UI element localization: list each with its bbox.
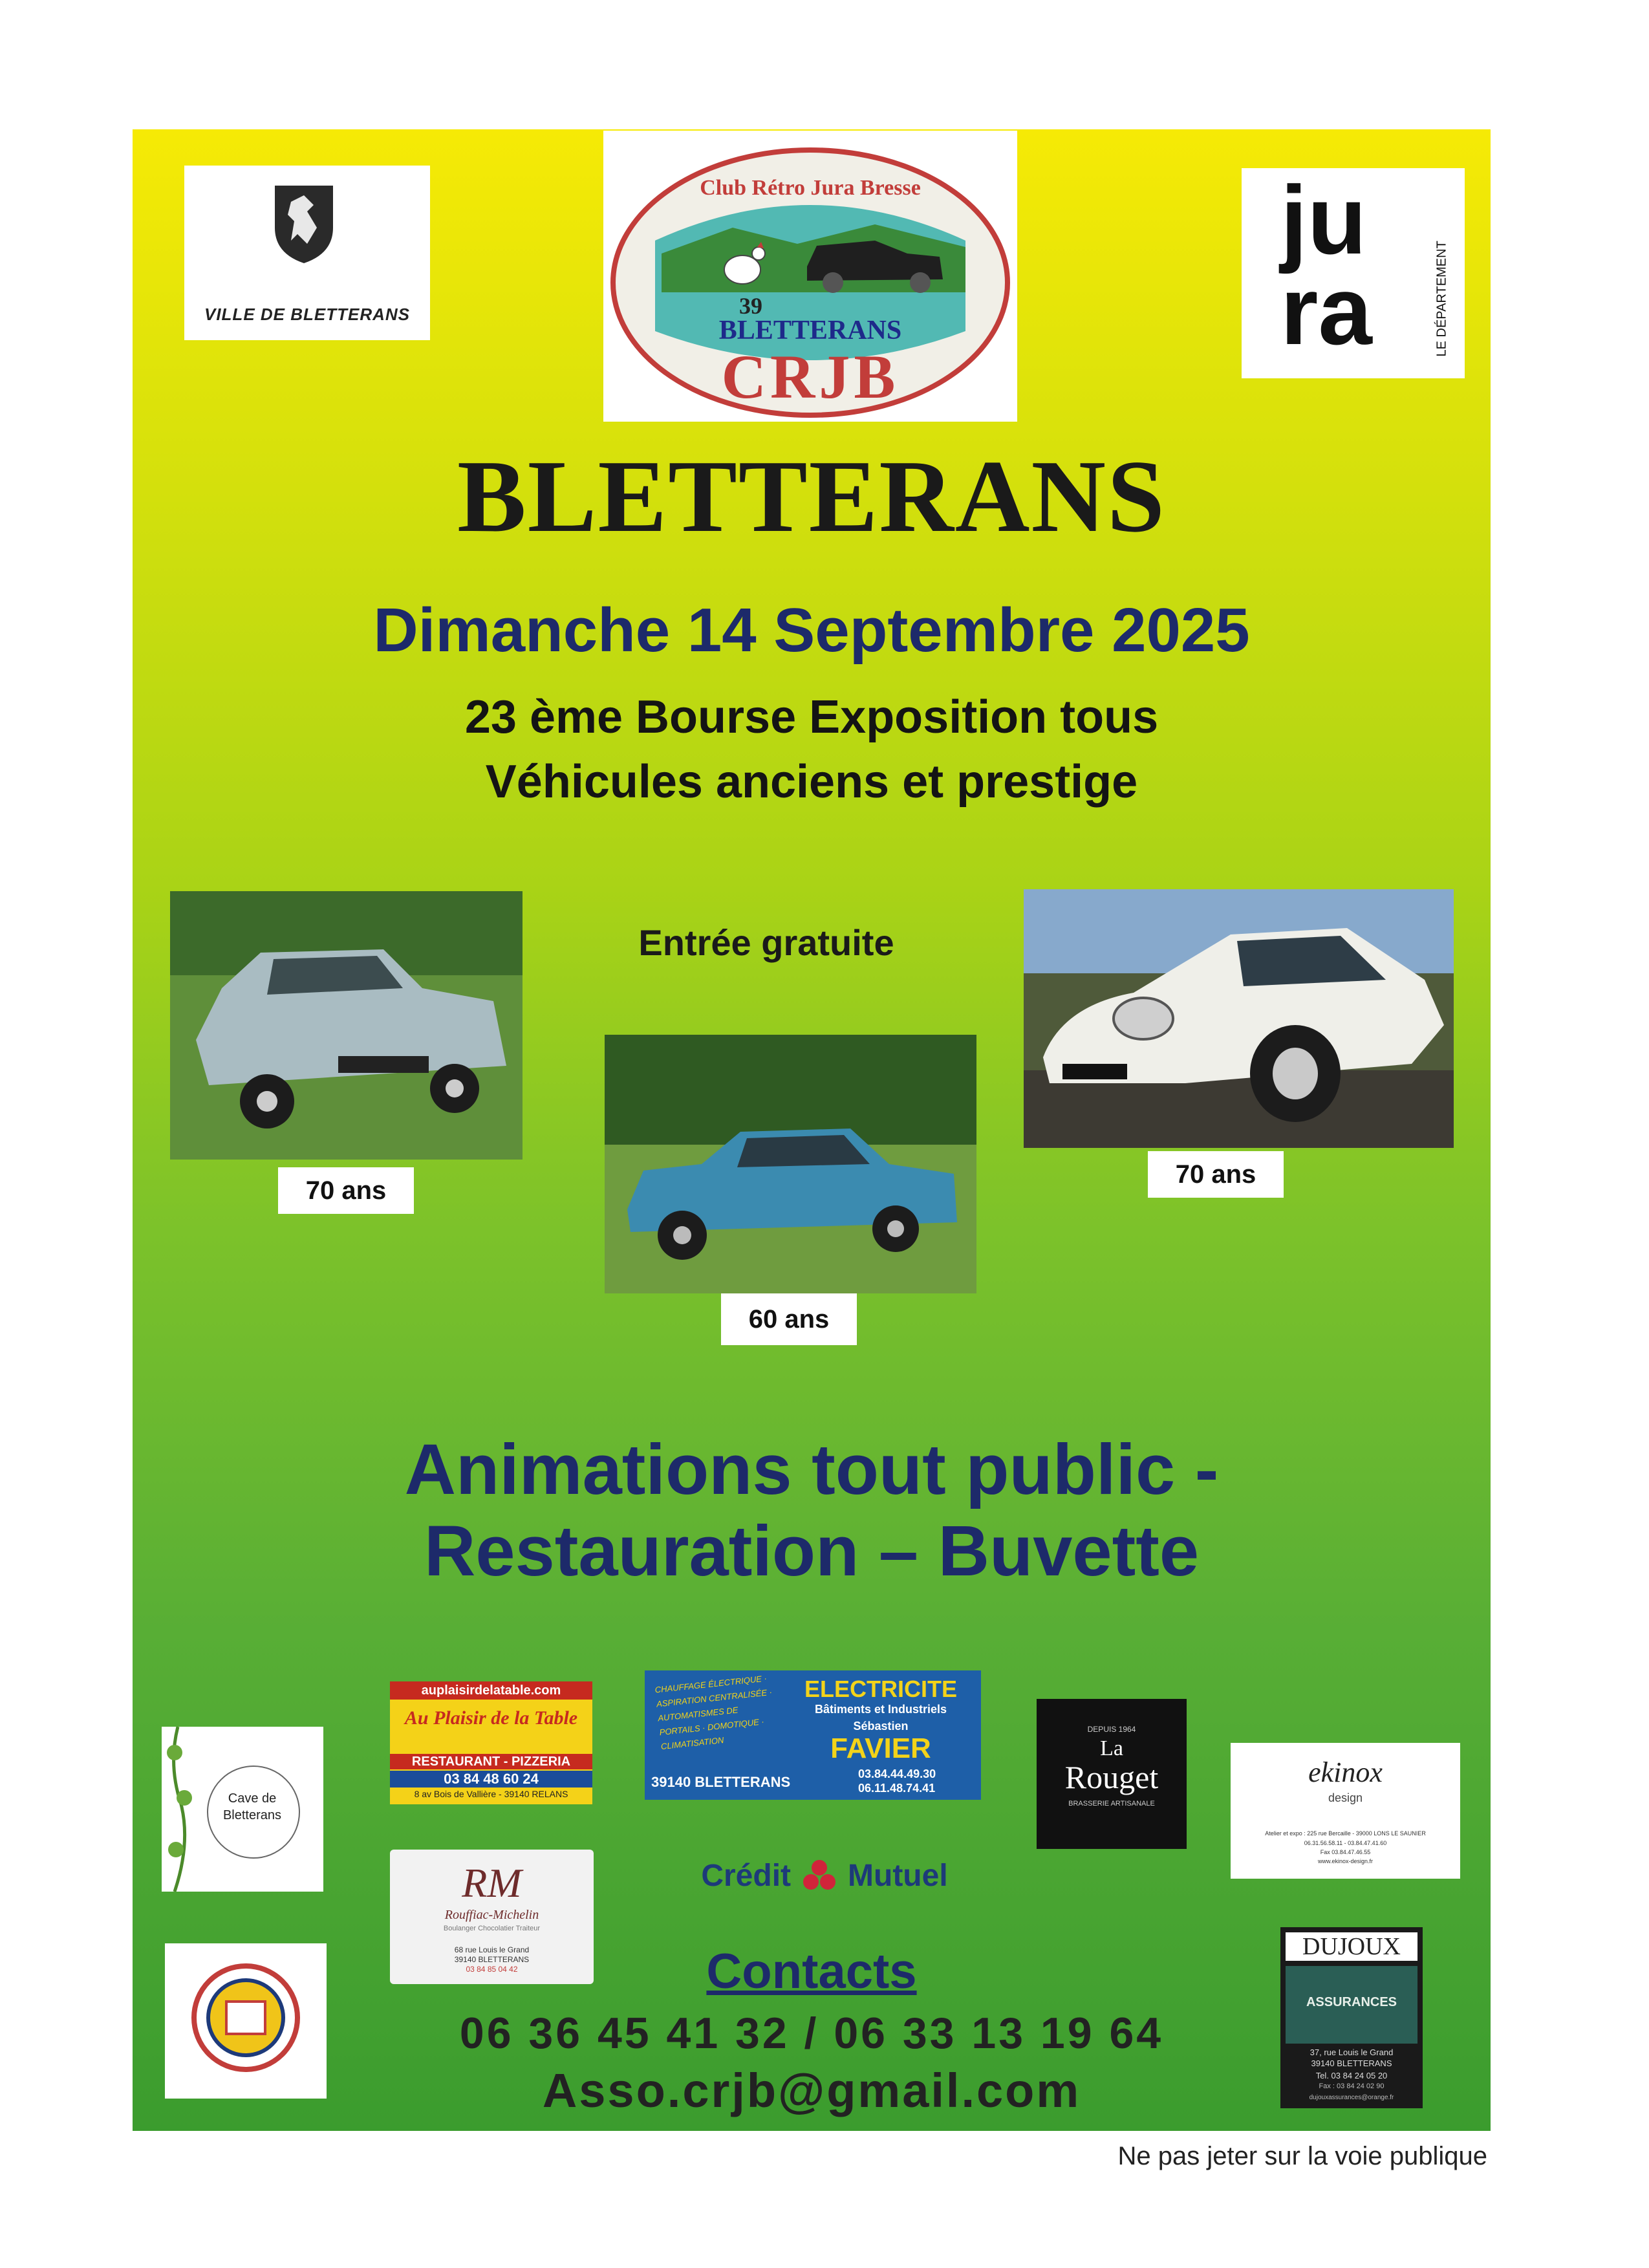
cave-line-2: Bletterans — [222, 1808, 282, 1822]
dujoux-fax: Fax : 03 84 24 02 90 — [1319, 2082, 1385, 2090]
event-subtitle-2: Véhicules anciens et prestige — [485, 756, 1138, 808]
restaurant-url: auplaisirdelatable.com — [390, 1681, 592, 1700]
rm-phone: 03 84 85 04 42 — [466, 1965, 518, 1974]
club-arc-text: Club Rétro Jura Bresse — [700, 176, 921, 200]
sponsor-rouget — [1037, 1699, 1187, 1849]
club-logo — [603, 131, 1017, 422]
dujoux-address-1: 37, rue Louis le Grand — [1310, 2047, 1394, 2057]
rouget-name: Rouget — [1064, 1759, 1159, 1795]
rouget-subtitle: BRASSERIE ARTISANALE — [1068, 1800, 1155, 1808]
rm-name: Rouffiac-Michelin — [444, 1908, 539, 1922]
cave-line-1: Cave de — [228, 1791, 277, 1806]
dujoux-name: DUJOUX — [1286, 1932, 1417, 1961]
credit-mutuel-icon — [800, 1856, 839, 1895]
free-entry: Entrée gratuite — [638, 922, 894, 963]
restaurant-type: RESTAURANT - PIZZERIA — [390, 1754, 592, 1769]
car-photo-right — [1024, 889, 1454, 1148]
age-label-middle: 60 ans — [721, 1293, 857, 1345]
dujoux-email: dujouxassurances@orange.fr — [1309, 2094, 1394, 2101]
age-label-right: 70 ans — [1148, 1151, 1284, 1198]
ekinox-subtitle: design — [1328, 1791, 1363, 1804]
sponsor-credit-mutuel — [663, 1850, 986, 1901]
electricite-town: 39140 BLETTERANS — [651, 1774, 791, 1790]
ekinox-address: Atelier et expo : 225 rue Bercaille - 39000 LONS LE SAUNIER — [1265, 1830, 1426, 1837]
dujoux-subtitle: ASSURANCES — [1306, 1995, 1397, 2009]
rm-monogram: RM — [462, 1860, 522, 1906]
shield-icon — [272, 182, 336, 266]
club-acronym: CRJB — [721, 342, 900, 411]
ekinox-fax: Fax 03.84.47.46.55 — [1320, 1849, 1371, 1855]
restaurant-address: 8 av Bois de Vallière - 39140 RELANS — [414, 1789, 568, 1799]
credit-mutuel-left: Crédit — [701, 1858, 792, 1893]
jura-logo — [1242, 168, 1465, 378]
rouget-since: DEPUIS 1964 — [1087, 1725, 1136, 1734]
sponsor-cave — [162, 1727, 323, 1892]
rm-subtitle: Boulanger Chocolatier Traiteur — [443, 1925, 541, 1932]
club-number: 39 — [739, 293, 762, 319]
ekinox-name: ekinox — [1308, 1756, 1383, 1788]
dujoux-tel: Tel. 03 84 24 05 20 — [1315, 2071, 1388, 2080]
poster — [133, 129, 1491, 2131]
sponsor-ekinox — [1231, 1743, 1460, 1879]
ekinox-phone: 06.31.56.58.11 - 03.84.47.41.60 — [1304, 1840, 1387, 1846]
rouget-la: La — [1100, 1736, 1123, 1760]
dujoux-address-2: 39140 BLETTERANS — [1311, 2058, 1392, 2068]
club-town: BLETTERANS — [718, 316, 902, 345]
contacts-email[interactable]: Asso.crjb@gmail.com — [542, 2064, 1081, 2117]
event-date: Dimanche 14 Septembre 2025 — [373, 596, 1250, 665]
car-photo-left — [170, 891, 523, 1160]
rm-address-2: 39140 BLETTERANS — [454, 1955, 530, 1964]
sponsor-electricite — [645, 1670, 981, 1800]
restaurant-phone: 03 84 48 60 24 — [390, 1771, 592, 1787]
ville-logo-text: VILLE DE BLETTERANS — [204, 305, 410, 324]
electricite-services: CHAUFFAGE ÉLECTRIQUE · ASPIRATION CENTRALISÉE · AUTOMATISMES DE PORTAILS · DOMOTIQUE · CLIMATISATION — [654, 1673, 773, 1752]
ekinox-web: www.ekinox-design.fr — [1317, 1858, 1374, 1864]
electricite-phone-2: 06.11.48.74.41 — [858, 1782, 936, 1795]
ville-logo — [184, 166, 430, 340]
page-title: BLETTERANS — [457, 438, 1166, 554]
restaurant-name: Au Plaisir de la Table — [404, 1707, 578, 1729]
footer-note: Ne pas jeter sur la voie publique — [1117, 2142, 1487, 2170]
age-label-left: 70 ans — [278, 1167, 414, 1214]
jura-bottom: ra — [1280, 256, 1372, 365]
event-subtitle-1: 23 ème Bourse Exposition tous — [464, 691, 1159, 743]
credit-mutuel-right: Mutuel — [848, 1858, 948, 1893]
contacts-title: Contacts — [706, 1944, 917, 1999]
vine-icon — [162, 1727, 200, 1892]
jura-top: ju — [1280, 166, 1367, 274]
jura-side: LE DÉPARTEMENT — [1434, 241, 1449, 357]
sponsor-restaurant — [390, 1681, 592, 1804]
contacts-phones: 06 36 45 41 32 / 06 33 13 19 64 — [459, 2009, 1164, 2058]
electricite-title: ELECTRICITE — [804, 1676, 957, 1702]
electricite-subtitle: Bâtiments et Industriels — [814, 1703, 947, 1716]
car-photo-middle — [605, 1035, 976, 1293]
electricite-name: FAVIER — [830, 1733, 931, 1764]
electricite-firstname: Sébastien — [853, 1720, 909, 1733]
animations-line-2: Restauration – Buvette — [424, 1511, 1200, 1591]
rm-address-1: 68 rue Louis le Grand — [454, 1945, 530, 1954]
animations-line-1: Animations tout public - — [404, 1430, 1219, 1509]
electricite-phone-1: 03.84.44.49.30 — [858, 1767, 936, 1780]
